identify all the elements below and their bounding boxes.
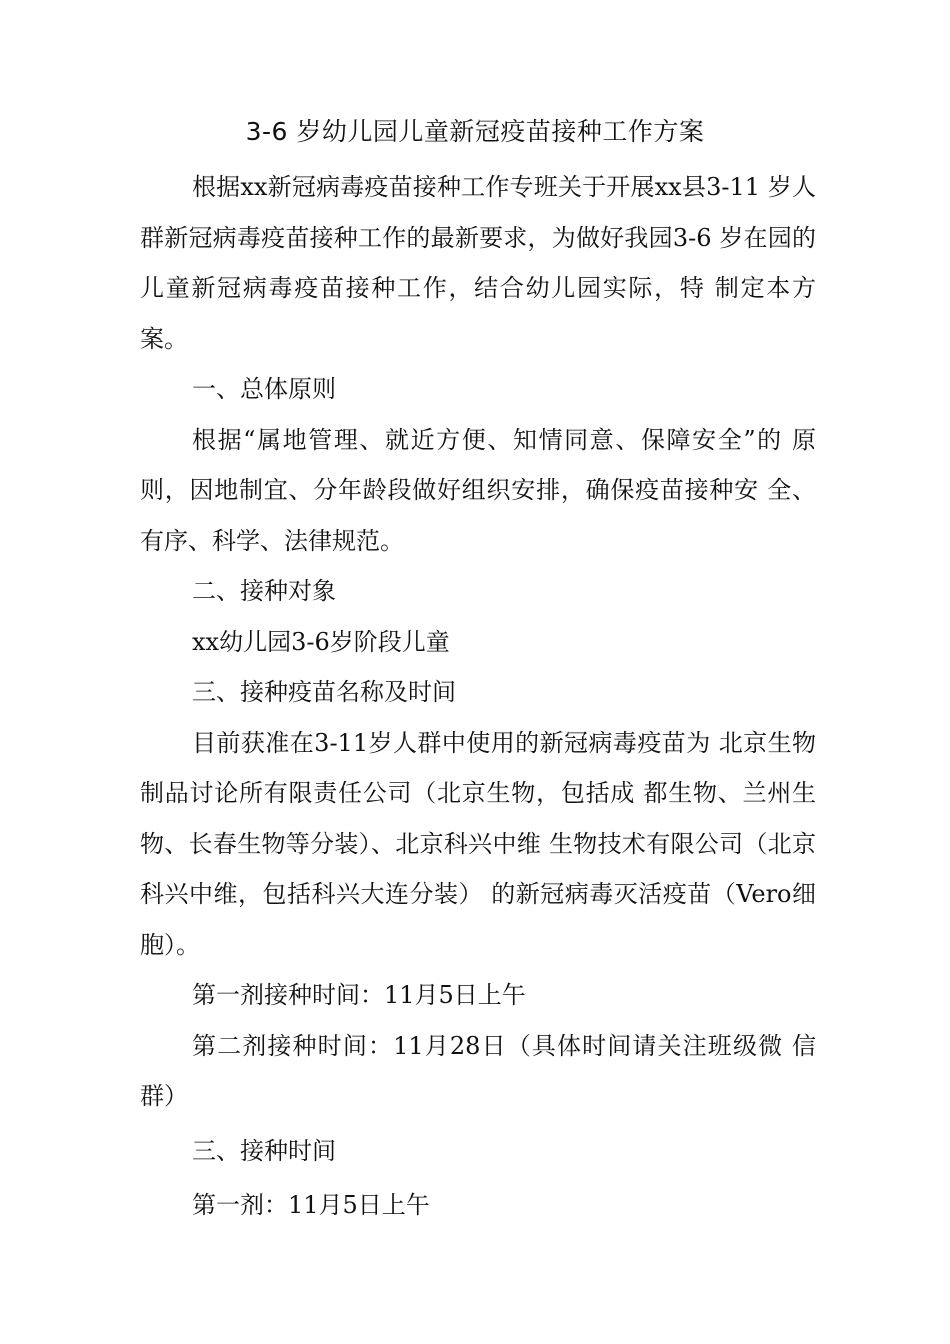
principles-paragraph: 根据“属地管理、就近方便、知情同意、保障安全”的 原则，因地制宜、分年龄段做好组织安排，确保疫苗接种安 全、有序、科学、法律规范。 [140, 425, 816, 555]
first-dose-time: 第一剂接种时间：11月5日上午 [192, 981, 526, 1009]
schedule-first-dose: 第一剂：11月5日上午 [192, 1191, 430, 1219]
targets-paragraph: xx幼儿园3-6岁阶段儿童 [192, 627, 450, 656]
document-body [140, 162, 816, 1231]
section-heading-vaccine: 三、接种疫苗名称及时间 [192, 678, 456, 706]
section-heading-principles: 一、总体原则 [192, 375, 336, 403]
section-heading-schedule: 三、接种时间 [192, 1136, 336, 1165]
section-heading-targets: 二、接种对象 [192, 577, 336, 605]
second-dose-time: 第二剂接种时间：11月28日（具体时间请关注班级微 信群） [140, 1031, 816, 1110]
document-title: 3-6 岁幼儿园儿童新冠疫苗接种工作方案 [245, 117, 705, 146]
vaccine-paragraph: 目前获准在3-11岁人群中使用的新冠病毒疫苗为 北京生物制品讨论所有限责任公司（北京生物，包括成 都生物、兰州生物、长春生物等分装）、北京科兴中维 生物技术有限公司（北京科兴中维，包括科兴大连分装） 的新冠病毒灭活疫苗（Vero细胞）。 [140, 728, 816, 959]
intro-paragraph: 根据xx新冠病毒疫苗接种工作专班关于开展xx县3-11 岁人群新冠病毒疫苗接种工作的最新要求，为做好我园3-6 岁在园的儿童新冠病毒疫苗接种工作，结合幼儿园实际，特 制定本方案。 [140, 173, 816, 353]
